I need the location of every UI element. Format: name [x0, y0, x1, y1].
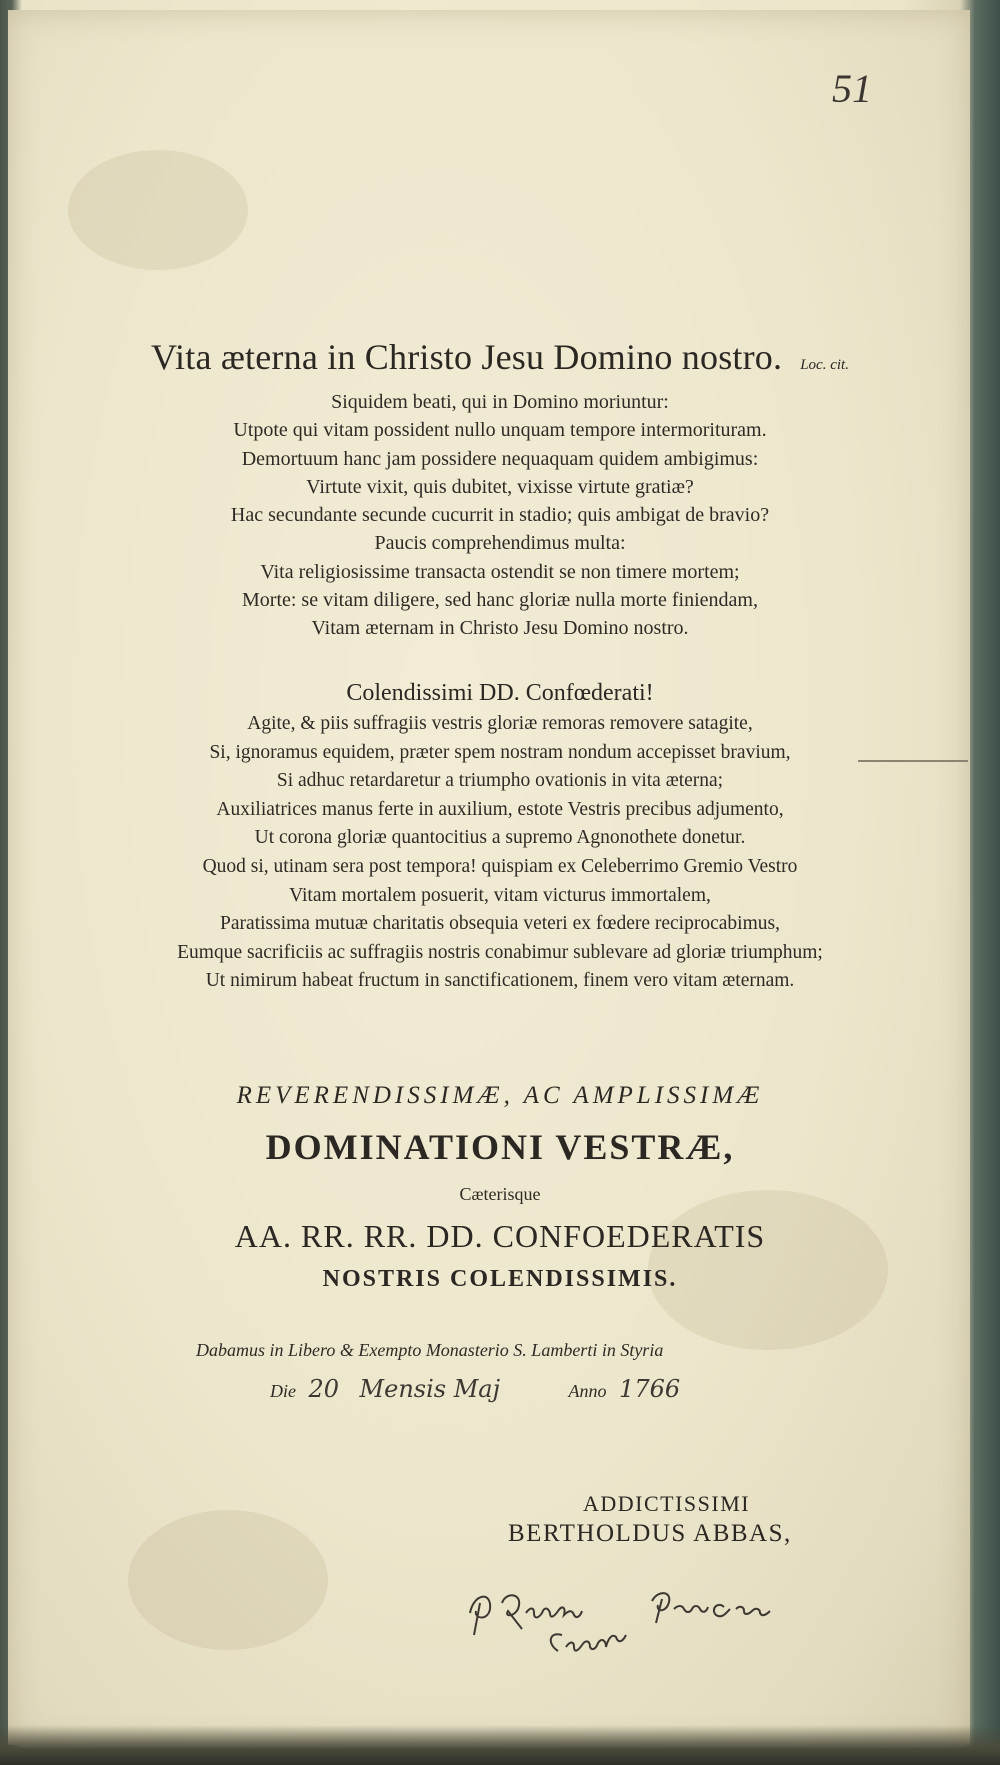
dedication-line-5: NOSTRIS COLENDISSIMIS.	[322, 1266, 678, 1292]
verse-line: Agite, & piis suffragiis vestris gloriæ remoras removere satagite,	[247, 713, 753, 734]
verse-line: Morte: se vitam diligere, sed hanc gloriæ nulla morte finiendam,	[242, 589, 758, 612]
verse-line: Ut corona gloriæ quantocitius a supremo Agnonothete donetur.	[254, 827, 746, 849]
verse-line: Si, ignoramus equidem, præter spem nostram nondum accepisset bravium,	[209, 741, 791, 763]
die-label: Die	[270, 1381, 296, 1401]
address-heading: Colendissimi DD. Confœderati!	[346, 680, 654, 706]
dating-line: Dabamus in Libero & Exempto Monasterio S. Lamberti in Styria	[196, 1340, 664, 1360]
dedication-line-2: DOMINATIONI VESTRÆ,	[265, 1127, 735, 1167]
verse-line: Ut nimirum habeat fructum in sanctificationem, finem vero vitam æternam.	[205, 970, 795, 992]
paper-stain	[128, 1510, 328, 1650]
verse-line: Siquidem beati, qui in Domino moriuntur:	[331, 391, 669, 413]
verse-line: Paratissima mutuæ charitatis obsequia veteri ex fœdere reciprocabimus,	[220, 913, 780, 935]
verse-line: Eumque sacrificiis ac suffragiis nostris conabimur sublevare ad gloriæ triumphum;	[177, 941, 823, 963]
paper-stain	[68, 150, 248, 270]
verse-line: Demortuum hanc jam possidere nequaquam quidem ambigimus:	[241, 447, 759, 470]
dedication-line-1: REVERENDISSIMÆ, AC AMPLISSIMÆ	[236, 1082, 764, 1109]
verse-line: Vitam æternam in Christo Jesu Domino nostro.	[311, 617, 689, 640]
reference-note: Loc. cit.	[800, 357, 849, 373]
handwritten-month: Mensis Maj	[359, 1375, 501, 1403]
verse-line: Quod si, utinam sera post tempora! quispiam ex Celeberrimo Gremio Vestro	[202, 855, 798, 877]
verse-line: Auxiliatrices manus ferte in auxilium, estote Vestris precibus adjumento,	[216, 798, 784, 820]
main-heading-line	[20, 336, 980, 378]
verse-block-1	[20, 388, 980, 643]
verse-line: Si adhuc retardaretur a triumpho ovationis in vita æterna;	[276, 770, 724, 792]
verse-line: Paucis comprehendimus multa:	[374, 532, 626, 555]
date-line	[270, 1375, 830, 1403]
signatory-line-2: BERTHOLDUS ABBAS,	[508, 1520, 792, 1547]
verse-block-2	[20, 710, 980, 996]
verse-line: Vita religiosissime transacta ostendit se non timere mortem;	[260, 560, 740, 583]
folio-number: 51	[832, 66, 872, 111]
handwritten-year: 1766	[619, 1375, 681, 1403]
verse-line: Utpote qui vitam possident nullo unquam tempore intermorituram.	[233, 419, 767, 442]
verse-line: Vitam mortalem posuerit, vitam victurus immortalem,	[289, 884, 711, 906]
handwritten-signature	[462, 1573, 822, 1663]
dedication-line-3: Cæterisque	[459, 1184, 541, 1204]
page-bottom-edge	[0, 1725, 1000, 1765]
dedication-line-4: AA. RR. RR. DD. CONFOEDERATIS	[234, 1218, 766, 1254]
verse-line: Virtute vixit, quis dubitet, vixisse virtute gratiæ?	[306, 475, 694, 498]
verse-line: Hac secundante secunde cucurrit in stadio; quis ambigat de bravio?	[230, 504, 770, 527]
signatory-line-1: ADDICTISSIMI	[583, 1491, 751, 1516]
handwritten-day: 20	[308, 1375, 340, 1403]
anno-label: Anno	[568, 1381, 607, 1401]
paper-tear	[858, 760, 968, 762]
main-heading: Vita æterna in Christo Jesu Domino nostro.	[151, 337, 783, 377]
